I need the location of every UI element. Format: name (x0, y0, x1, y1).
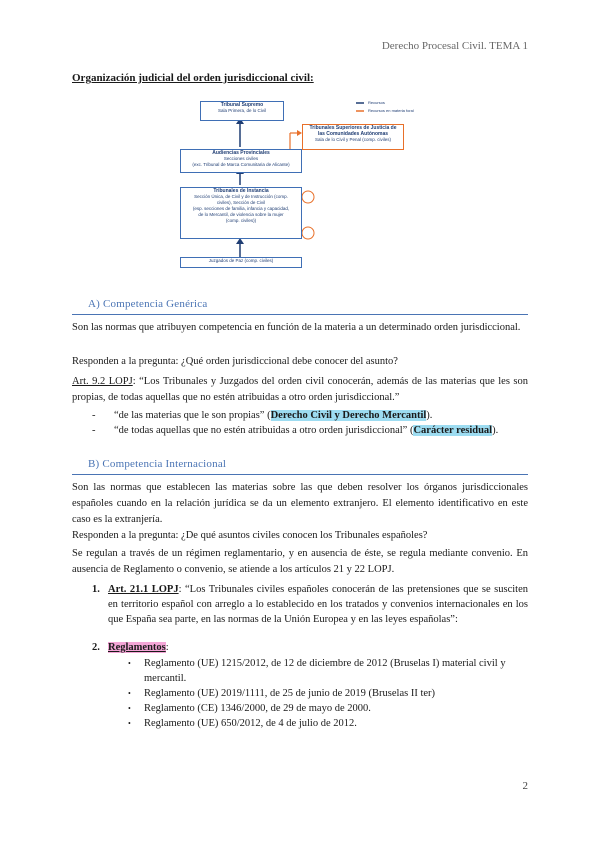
box-tribunal-supremo (200, 101, 284, 121)
item-2-number: 2. (92, 642, 100, 653)
tsj-line-1: Tribunales Superiores de Justicia de (309, 125, 397, 131)
box-tribunales-instancia (180, 187, 302, 239)
box-audiencias-provinciales (180, 149, 302, 173)
ti-line-4: (esp. secciones de familia, infancia y capacidad, (192, 206, 290, 211)
page-header: Derecho Procesal Civil. TEMA 1 (381, 40, 528, 52)
paragraph-b1: Son las normas que establecen las materias sobre las que deben resolver los órganos jurisdiccionales españoles cuando en la relación jurídica se da un elemento extranjero. El elemento identificativo en este caso es la extranjería. (72, 482, 528, 525)
ap-note: (exc. Tribunal de Marca Comunitaria de Alicante) (192, 162, 290, 167)
paragraph-a3: Art. 9.2 LOPJ: “Los Tribunales y Juzgados del orden civil conocerán, además de las materias que les son propias, de todas aquellas que no estén atribuidas a otro orden jurisdiccional.” (72, 376, 528, 403)
court-organization-diagram (170, 97, 442, 269)
dash-item-2 (92, 423, 528, 438)
numbered-item-2 (92, 640, 528, 655)
section-b-heading: B) Competencia Internacional (88, 458, 227, 470)
dash-item-1-text: “de las materias que le son propias” ( (114, 410, 271, 421)
item-1-text: : “Los Tribunales civiles españoles conocerán de las pretensiones que se susciten en territorio español con arreglo a lo establecido en los tratados y convenios internacionales en los que España sea parte, en las normas de la Unión Europea y en las leyes españolas”: (108, 584, 528, 625)
section-a-rule (72, 314, 528, 315)
paragraph-b2: Responden a la pregunta: ¿De qué asuntos civiles conocen los Tribunales españoles? (72, 530, 428, 541)
tsj-line-3: Sala de lo Civil y Penal (comp. civiles) (314, 137, 392, 142)
diagram-arrows (170, 97, 442, 269)
regulations-list (122, 656, 528, 731)
dash-item-2-bold: Carácter residual (413, 425, 493, 436)
ap-sub: Secciones civiles (223, 156, 259, 161)
item-1-number: 1. (92, 584, 100, 595)
supremo-title: Tribunal Supremo (220, 102, 264, 108)
section-b-rule (72, 474, 528, 475)
paragraph-a1: Son las normas que atribuyen competencia en función de la materia a un determinado orden jurisdiccional. (72, 322, 521, 333)
article-ref: Art. 9.2 LOPJ (72, 376, 133, 387)
section-title: Organización judicial del orden jurisdiccional civil: (72, 72, 314, 84)
numbered-item-1 (92, 582, 528, 627)
dash-list (92, 408, 528, 438)
section-a-heading: A) Competencia Genérica (88, 298, 208, 310)
dash-item-1-bold: Derecho Civil y Derecho Mercantil (270, 410, 427, 421)
article-text: “Los Tribunales y Juzgados del orden civil conocerán, además de las materias que les son propias, de todas aquellas que no estén atribuidas a otro orden jurisdiccional.” (72, 376, 528, 403)
ap-title: Audiencias Provinciales (212, 150, 270, 156)
ti-line-5: de lo Mercantil, de violencia sobre la mujer (198, 212, 284, 217)
tsj-line-2: las Comunidades Autónomas (317, 131, 389, 137)
regulation-item: • Reglamento (CE) 1346/2000, de 29 de mayo de 2000. (122, 701, 528, 716)
dash-item-2-text: “de todas aquellas que no estén atribuidas a otro orden jurisdiccional” ( (114, 425, 414, 436)
regulation-item: • Reglamento (UE) 1215/2012, de 12 de diciembre de 2012 (Bruselas I) material civil y mercantil. (122, 656, 528, 686)
item-2-colon: : (165, 642, 169, 653)
paz-label: Juzgados de Paz (comp. civiles) (208, 258, 274, 263)
dash-item-1 (92, 408, 528, 423)
paragraph-a2: Responden a la pregunta: ¿Qué orden jurisdiccional debe conocer del asunto? (72, 356, 398, 367)
regulation-item: • Reglamento (UE) 650/2012, de 4 de julio de 2012. (122, 716, 528, 731)
item-1-ref: Art. 21.1 LOPJ (108, 584, 179, 595)
dash-item-2-end: ). (492, 425, 499, 436)
item-2-label: Reglamentos (108, 642, 166, 653)
ti-line-3: civiles), Sección de Civil (216, 200, 266, 205)
ti-line-2: Sección Única, de Civil y de Instrucción (comp. (194, 194, 288, 199)
regulation-item: • Reglamento (UE) 2019/1111, de 25 de junio de 2019 (Bruselas II ter) (122, 686, 528, 701)
ti-line-6: (comp. civiles)) (225, 218, 257, 223)
paragraph-b3: Se regulan a través de un régimen reglamentario, y en ausencia de éste, se regula mediante convenio. En ausencia de Reglamento o convenio, se atiende a los artículos 21 y 22 LOPJ. (72, 548, 528, 575)
box-tsj (302, 124, 404, 150)
page-number: 2 (522, 780, 528, 792)
ti-title: Tribunales de Instancia (213, 188, 269, 194)
supremo-sub: Sala Primera, de lo Civil (217, 108, 267, 113)
box-juzgados-paz (180, 257, 302, 268)
legend-recursos-foral: Recursos en materia foral (368, 108, 414, 113)
dash-item-1-end: ). (426, 410, 433, 421)
legend-recursos: Recursos (368, 100, 385, 105)
